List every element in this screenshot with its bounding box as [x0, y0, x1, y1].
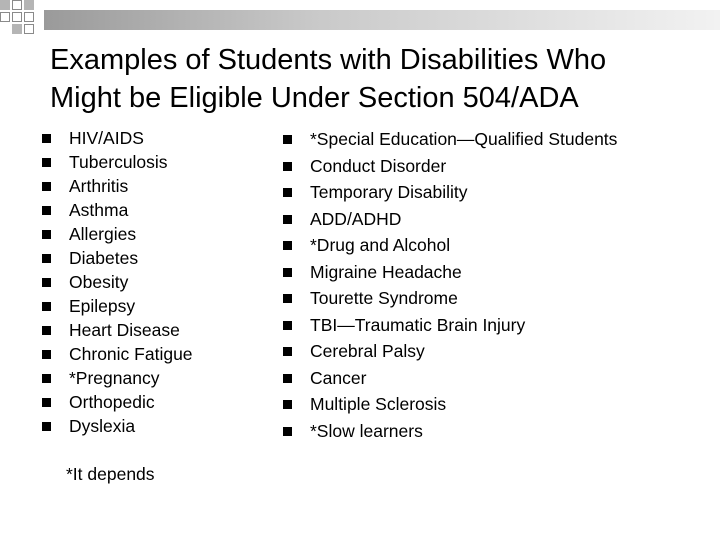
square-bullet-icon — [42, 278, 51, 287]
slide-title — [50, 41, 690, 117]
list-item-label: Conduct Disorder — [310, 155, 447, 176]
decor-square — [0, 12, 10, 22]
list-item — [69, 174, 193, 198]
square-bullet-icon — [283, 215, 292, 224]
slide-title-line-2: Might be Eligible Under Section 504/ADA — [50, 82, 579, 114]
list-item-label: Orthopedic — [69, 392, 155, 412]
list-item-label: Allergies — [69, 224, 137, 244]
square-bullet-icon — [283, 135, 292, 144]
square-bullet-icon — [42, 230, 51, 239]
square-bullet-icon — [42, 422, 51, 431]
list-item — [69, 318, 193, 342]
square-bullet-icon — [42, 254, 51, 263]
decor-square — [12, 12, 22, 22]
square-bullet-icon — [283, 268, 292, 277]
square-bullet-icon — [42, 158, 51, 167]
square-bullet-icon — [283, 347, 292, 356]
list-item — [310, 285, 617, 312]
square-bullet-icon — [283, 188, 292, 197]
left-condition-list — [69, 126, 193, 438]
list-item-label: Epilepsy — [69, 296, 136, 316]
list-item — [69, 222, 193, 246]
square-bullet-icon — [42, 350, 51, 359]
list-item-label: Migraine Headache — [310, 261, 462, 282]
list-item-label: Tourette Syndrome — [310, 288, 458, 308]
list-item-label: Asthma — [69, 200, 129, 220]
list-item — [310, 179, 617, 206]
list-item-label: Diabetes — [69, 248, 139, 268]
list-item — [69, 342, 193, 366]
footnote: *It depends — [66, 464, 155, 484]
list-item — [69, 390, 193, 414]
square-bullet-icon — [42, 182, 51, 191]
slide-title-line-1: Examples of Students with Disabilities Who — [50, 44, 607, 76]
list-item-label: TBI—Traumatic Brain Injury — [310, 314, 526, 335]
list-item-label: Multiple Sclerosis — [310, 394, 447, 414]
square-bullet-icon — [42, 398, 51, 407]
decor-square — [24, 24, 34, 34]
list-item-label: *Slow learners — [310, 420, 423, 441]
list-item — [310, 206, 617, 233]
list-item — [69, 270, 193, 294]
list-item-label: HIV/AIDS — [69, 128, 144, 148]
list-item — [69, 198, 193, 222]
list-item — [310, 338, 617, 365]
list-item-label: Tuberculosis — [69, 152, 168, 172]
list-item-label: *Pregnancy — [69, 368, 160, 388]
list-item-label: Arthritis — [69, 176, 129, 196]
square-bullet-icon — [42, 134, 51, 143]
list-item — [69, 366, 193, 390]
right-condition-list — [310, 126, 617, 444]
square-bullet-icon — [283, 294, 292, 303]
decor-square — [24, 0, 34, 10]
list-item-label: *Drug and Alcohol — [310, 235, 451, 255]
corner-squares-decoration — [0, 0, 720, 40]
decor-square — [0, 0, 10, 10]
list-item-label: *Special Education—Qualified Students — [310, 129, 618, 149]
list-item — [310, 391, 617, 418]
square-bullet-icon — [42, 374, 51, 383]
square-bullet-icon — [283, 427, 292, 436]
list-item — [69, 126, 193, 150]
list-item-label: Heart Disease — [69, 320, 180, 340]
list-item — [310, 259, 617, 286]
list-item — [310, 126, 617, 153]
title-decoration-bar — [44, 10, 720, 30]
list-item — [310, 312, 617, 339]
decor-square — [12, 0, 22, 10]
square-bullet-icon — [42, 302, 51, 311]
list-item-label: Chronic Fatigue — [69, 344, 193, 364]
decor-square — [24, 12, 34, 22]
list-item — [69, 150, 193, 174]
square-bullet-icon — [283, 400, 292, 409]
square-bullet-icon — [283, 162, 292, 171]
square-bullet-icon — [283, 241, 292, 250]
list-item-label: ADD/ADHD — [310, 208, 402, 229]
list-item-label: Temporary Disability — [310, 182, 468, 202]
square-bullet-icon — [283, 374, 292, 383]
list-item-label: Cancer — [310, 367, 367, 388]
square-bullet-icon — [42, 326, 51, 335]
square-bullet-icon — [283, 321, 292, 330]
list-item-label: Cerebral Palsy — [310, 341, 425, 361]
square-bullet-icon — [42, 206, 51, 215]
list-item — [69, 246, 193, 270]
list-item-label: Dyslexia — [69, 416, 136, 436]
list-item — [69, 414, 193, 438]
list-item — [310, 365, 617, 392]
list-item — [310, 232, 617, 259]
list-item — [310, 153, 617, 180]
list-item-label: Obesity — [69, 272, 129, 292]
list-item — [69, 294, 193, 318]
list-item — [310, 418, 617, 445]
decor-square — [12, 24, 22, 34]
